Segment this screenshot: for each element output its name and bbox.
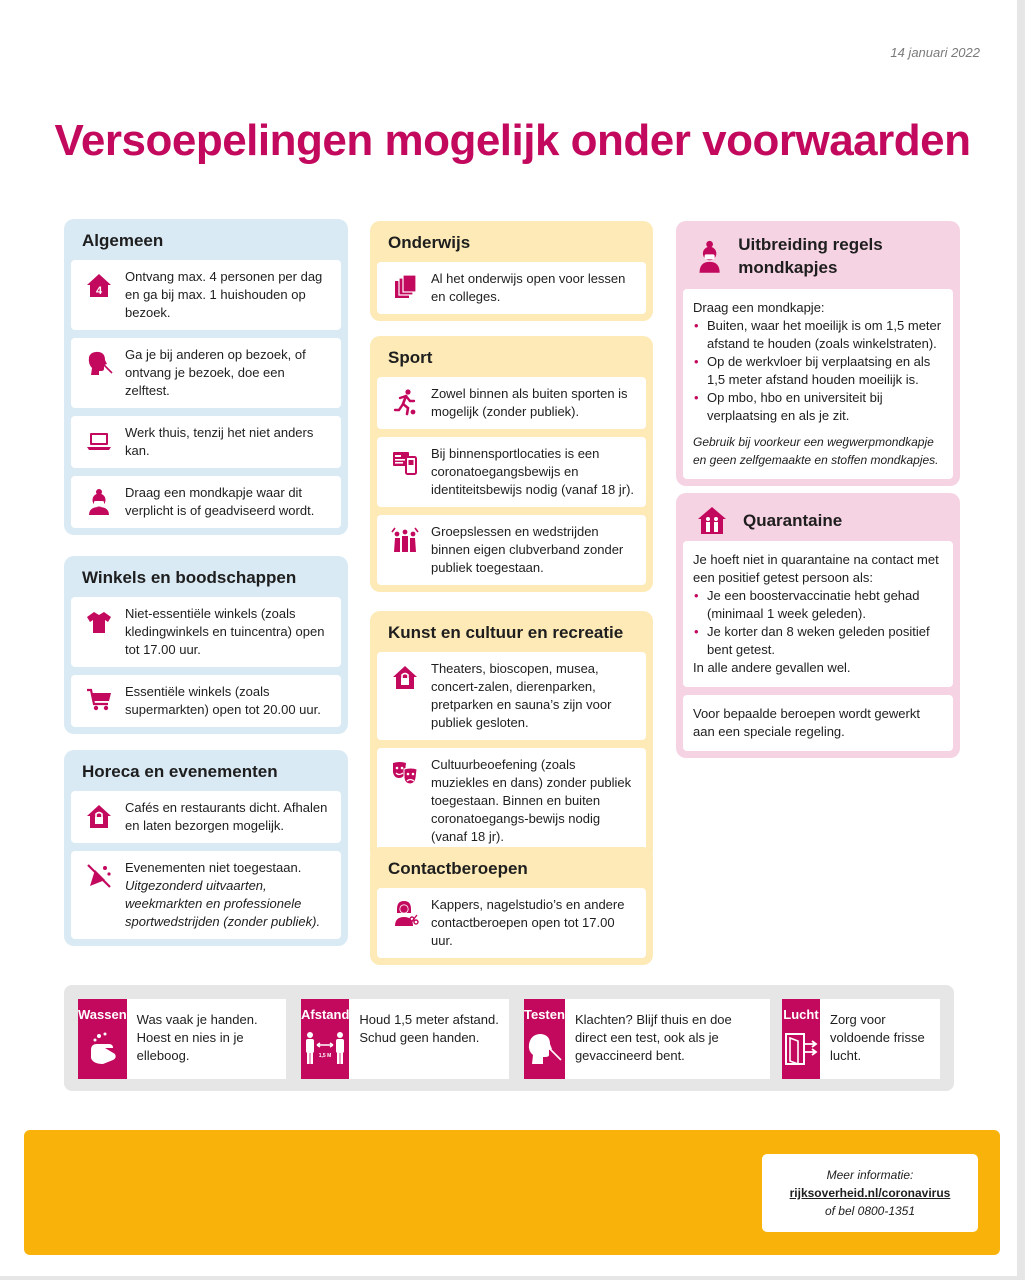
panel-heading: Uitbreiding regels mondkapjes bbox=[738, 235, 883, 277]
list-item bbox=[377, 888, 646, 958]
panel-horeca bbox=[64, 750, 348, 946]
hairdresser-icon bbox=[391, 899, 419, 927]
tip-label: Lucht bbox=[783, 1007, 819, 1022]
item-text: Zowel binnen als buiten sporten is mogelijk (zonder publiek). bbox=[431, 386, 628, 419]
handwash-icon bbox=[83, 1030, 121, 1068]
tip-label-block bbox=[301, 999, 349, 1079]
page-title: Versoepelingen mogelijk onder voorwaarden bbox=[54, 116, 971, 165]
item-text: Essentiële winkels (zoals supermarkten) open tot 20.00 uur. bbox=[125, 684, 321, 717]
tip-afstand bbox=[301, 999, 509, 1079]
tips-bar bbox=[64, 985, 954, 1091]
item-text: Bij binnensportlocaties is een coronatoegangsbewijs en identiteitsbewijs nodig (vanaf 18 jr). bbox=[431, 446, 635, 497]
info-phone: of bel 0800-1351 bbox=[824, 1204, 916, 1218]
theater-masks-icon bbox=[391, 759, 419, 787]
rules-card bbox=[683, 541, 953, 687]
selftest-icon bbox=[85, 349, 113, 377]
facemask-person-icon bbox=[85, 487, 113, 515]
tip-label-block bbox=[78, 999, 127, 1079]
list-item bbox=[71, 338, 341, 408]
date-label: 14 januari 2022 bbox=[890, 45, 980, 60]
tip-text: Klachten? Blijf thuis en doe direct een test, ook als je gevaccineerd bent. bbox=[574, 1012, 732, 1063]
list-item bbox=[377, 262, 646, 314]
runner-icon bbox=[391, 388, 419, 416]
rules-intro: Draag een mondkapje: bbox=[693, 300, 825, 315]
tip-label: Testen bbox=[524, 1007, 565, 1022]
list-item bbox=[71, 416, 341, 468]
house-people-icon bbox=[697, 505, 727, 535]
item-text: Groepslessen en wedstrijden binnen eigen clubverband zonder publiek toegestaan. bbox=[431, 524, 624, 575]
svg-text:4: 4 bbox=[95, 285, 103, 297]
facemask-person-icon bbox=[697, 236, 722, 276]
item-text: Niet-essentiële winkels (zoals kledingwinkels en tuincentra) open tot 17.00 uur. bbox=[125, 606, 325, 657]
panel-heading: Contactberoepen bbox=[388, 859, 528, 878]
books-icon bbox=[391, 273, 419, 301]
footer-bar bbox=[24, 1130, 1000, 1255]
test-swab-icon bbox=[525, 1030, 563, 1068]
tip-text: Houd 1,5 meter afstand. Schud geen handen. bbox=[359, 1012, 499, 1045]
rules-list bbox=[693, 317, 943, 425]
list-item bbox=[71, 476, 341, 528]
extra-text: Voor bepaalde beroepen wordt gewerkt aan een speciale regeling. bbox=[693, 706, 920, 739]
item-text: Ga je bij anderen op bezoek, of ontvang je bezoek, doe een zelftest. bbox=[125, 347, 306, 398]
list-item: • Op de werkvloer bij verplaatsing en als 1,5 meter afstand houden moeilijk is. bbox=[693, 353, 943, 389]
rules-outro: In alle andere gevallen wel. bbox=[693, 660, 851, 675]
list-item bbox=[377, 377, 646, 429]
panel-heading: Kunst en cultuur en recreatie bbox=[388, 623, 624, 642]
tip-label: Afstand bbox=[301, 1007, 350, 1022]
panel-sport bbox=[370, 336, 653, 592]
tip-text: Was vaak je handen. Hoest en nies in je elleboog. bbox=[136, 1012, 258, 1063]
list-item bbox=[71, 260, 341, 330]
laptop-icon bbox=[85, 427, 113, 455]
list-item bbox=[377, 748, 646, 854]
panel-kunst bbox=[370, 611, 653, 861]
info-box bbox=[762, 1154, 978, 1232]
distance-icon bbox=[303, 1030, 347, 1068]
item-text: Cultuurbeoefening (zoals muziekles en dans) zonder publiek toegestaan. Binnen en buiten coronatoegangs-bewijs nodig (vanaf 18 jr). bbox=[431, 757, 632, 844]
lock-house-icon bbox=[391, 663, 419, 691]
shirt-icon bbox=[85, 608, 113, 636]
item-text: Draag een mondkapje waar dit verplicht is of geadviseerd wordt. bbox=[125, 485, 315, 518]
tip-label-block bbox=[524, 999, 565, 1079]
list-item bbox=[71, 791, 341, 843]
item-text: Ontvang max. 4 personen per dag en ga bij max. 1 huishouden op bezoek. bbox=[125, 269, 323, 320]
panel-header bbox=[683, 229, 953, 289]
item-text bbox=[125, 859, 331, 931]
panel-heading: Winkels en boodschappen bbox=[82, 568, 297, 587]
tip-testen bbox=[524, 999, 770, 1079]
list-item bbox=[377, 652, 646, 740]
rules-list bbox=[693, 587, 943, 659]
tip-label: Wassen bbox=[78, 1007, 127, 1022]
item-main-text: Evenementen niet toegestaan. bbox=[125, 860, 302, 875]
item-text: Theaters, bioscopen, musea, concert-zalen, dierenparken, pretparken en sauna’s zijn voor publiek gesloten. bbox=[431, 661, 612, 730]
panel-quarantaine bbox=[676, 493, 960, 758]
pass-phone-icon bbox=[391, 448, 419, 476]
panel-heading: Sport bbox=[388, 348, 433, 367]
panel-algemeen bbox=[64, 219, 348, 535]
tip-label-block bbox=[782, 999, 820, 1079]
list-item bbox=[377, 515, 646, 585]
item-text: Al het onderwijs open voor lessen en colleges. bbox=[431, 271, 626, 304]
no-party-icon bbox=[85, 862, 113, 890]
item-text: Werk thuis, tenzij het niet anders kan. bbox=[125, 425, 314, 458]
distance-label: 1,5 M bbox=[318, 1053, 332, 1059]
info-label: Meer informatie: bbox=[826, 1168, 914, 1182]
panel-heading: Quarantaine bbox=[743, 510, 843, 530]
list-item: • Op mbo, hbo en universiteit bij verplaatsing en als je zit. bbox=[693, 389, 943, 425]
list-item: • Buiten, waar het moeilijk is om 1,5 meter afstand te houden (zoals winkelstraten). bbox=[693, 317, 943, 353]
info-link[interactable]: rijksoverheid.nl/coronavirus bbox=[789, 1186, 951, 1200]
cart-icon bbox=[85, 686, 113, 714]
rules-intro: Je hoeft niet in quarantaine na contact met een positief getest persoon als: bbox=[693, 552, 939, 585]
lock-house-icon bbox=[85, 802, 113, 830]
panel-onderwijs bbox=[370, 221, 653, 321]
panel-winkels bbox=[64, 556, 348, 734]
panel-heading: Algemeen bbox=[82, 231, 164, 250]
list-item: • Je een boostervaccinatie hebt gehad (minimaal 1 week geleden). bbox=[693, 587, 943, 623]
house-4-icon bbox=[85, 271, 113, 299]
list-item bbox=[377, 437, 646, 507]
group-icon bbox=[391, 526, 419, 554]
tip-lucht bbox=[782, 999, 940, 1079]
panel-heading: Horeca en evenementen bbox=[82, 762, 278, 781]
item-text: Cafés en restaurants dicht. Afhalen en laten bezorgen mogelijk. bbox=[125, 800, 328, 833]
list-item: • Je korter dan 8 weken geleden positief bent getest. bbox=[693, 623, 943, 659]
list-item bbox=[71, 597, 341, 667]
list-item bbox=[71, 675, 341, 727]
list-item bbox=[71, 851, 341, 939]
ventilation-icon bbox=[782, 1030, 820, 1068]
panel-heading: Onderwijs bbox=[388, 233, 471, 252]
item-note: Uitgezonderd uitvaarten, weekmarkten en professionele sportwedstrijden (zonder publiek). bbox=[125, 878, 321, 929]
extra-card bbox=[683, 695, 953, 751]
tip-text: Zorg voor voldoende frisse lucht. bbox=[830, 1012, 925, 1063]
item-text: Kappers, nagelstudio’s en andere contactberoepen open tot 17.00 uur. bbox=[431, 897, 625, 948]
panel-header bbox=[683, 501, 953, 541]
rules-note: Gebruik bij voorkeur een wegwerpmondkapje en geen zelfgemaakte en stoffen mondkapjes. bbox=[693, 435, 939, 467]
panel-mondkapjes bbox=[676, 221, 960, 486]
rules-card bbox=[683, 289, 953, 479]
tip-wassen bbox=[78, 999, 286, 1079]
panel-contactberoepen bbox=[370, 847, 653, 965]
